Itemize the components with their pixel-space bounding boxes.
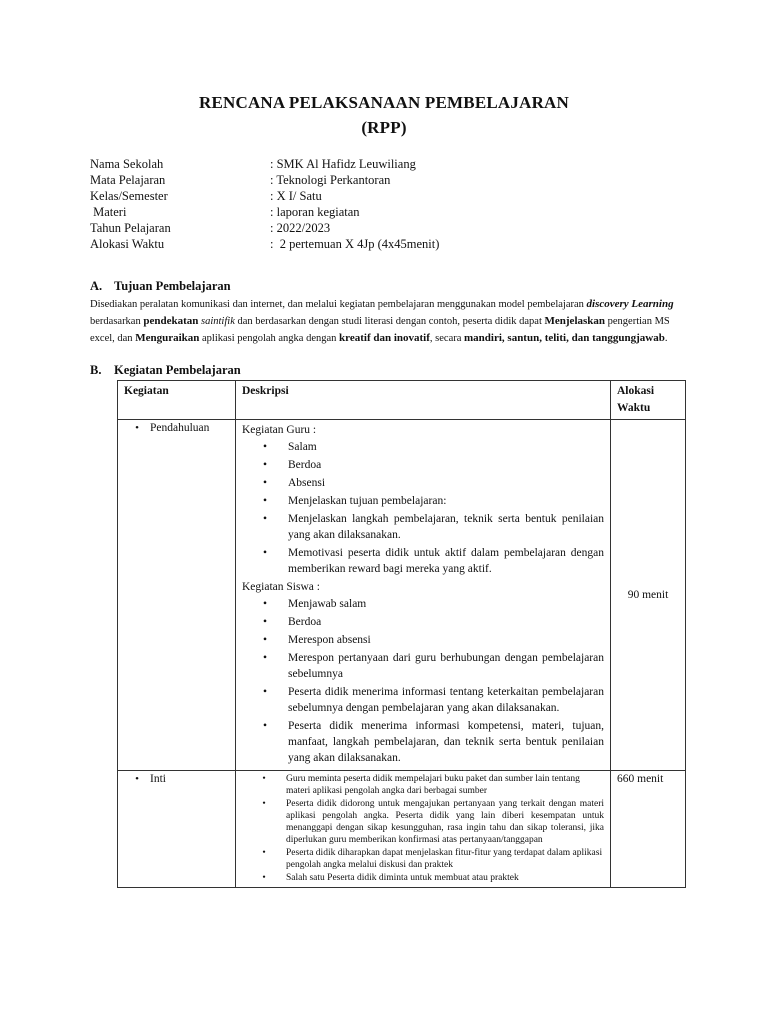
bullet-icon: • — [262, 441, 268, 453]
bullet-icon: • — [262, 547, 268, 559]
list-item: • Menjelaskan tujuan pembelajaran: — [242, 493, 604, 509]
bullet-icon: • — [262, 720, 268, 732]
table-row-pendahuluan — [118, 420, 686, 771]
bullet-icon: • — [262, 848, 266, 858]
identity-value: : laporan kegiatan — [270, 205, 360, 219]
bullet-icon: • — [262, 652, 268, 664]
list-item: • Guru meminta peserta didik mempelajari buku paket dan sumber lain tentang materi aplikasi pengolah angka dari berbagai sumber — [242, 773, 604, 797]
section-b-heading — [90, 363, 241, 378]
identity-label: Materi — [90, 205, 127, 219]
bullet-icon: • — [262, 774, 266, 784]
guru-list — [242, 439, 604, 577]
document-subtitle: (RPP) — [361, 118, 407, 137]
section-title: Kegiatan Pembelajaran — [114, 363, 241, 377]
list-item: • Salah satu Peserta didik diminta untuk membuat atau praktek — [242, 872, 604, 884]
identity-value: : X I/ Satu — [270, 189, 322, 203]
inti-list — [242, 773, 604, 884]
identity-value: : Teknologi Perkantoran — [270, 173, 391, 187]
identity-value: : 2022/2023 — [270, 221, 331, 235]
bullet-icon: • — [262, 477, 268, 489]
siswa-heading: Kegiatan Siswa : — [242, 581, 320, 593]
list-item: • Peserta didik menerima informasi tentang keterkaitan pembelajaran sebelumnya dengan pembelajaran yang akan dilaksanakan. — [242, 684, 604, 716]
identity-label: Nama Sekolah — [90, 157, 164, 171]
section-title: Tujuan Pembelajaran — [114, 279, 231, 293]
deskripsi-cell — [236, 771, 611, 888]
bullet-icon: • — [262, 495, 268, 507]
list-item: • Peserta didik diharapkan dapat menjelaskan fitur-fitur yang terdapat dalam aplikasi pengolah angka melalui diskusi dan praktek — [242, 847, 604, 871]
identity-label: Mata Pelajaran — [90, 173, 166, 187]
bullet-icon: • — [262, 513, 268, 525]
list-item: • Berdoa — [242, 457, 604, 473]
bullet-icon: • — [262, 634, 268, 646]
table-header-row — [118, 381, 686, 420]
kegiatan-label: • Inti — [124, 773, 229, 785]
siswa-list — [242, 596, 604, 766]
list-item: • Merespon pertanyaan dari guru berhubungan dengan pembelajaran sebelumnya — [242, 650, 604, 682]
list-item: • Berdoa — [242, 614, 604, 630]
kegiatan-label: • Pendahuluan — [124, 422, 229, 434]
kegiatan-table — [117, 380, 686, 888]
alokasi-cell: 90 menit — [611, 420, 686, 771]
document-title: RENCANA PELAKSANAAN PEMBELAJARAN — [198, 93, 570, 112]
bullet-icon: • — [262, 459, 268, 471]
identity-value: : 2 pertemuan X 4Jp (4x45menit) — [270, 237, 440, 251]
header-kegiatan: Kegiatan — [118, 381, 236, 420]
guru-heading: Kegiatan Guru : — [242, 424, 317, 436]
list-item: • Peserta didik menerima informasi kompetensi, materi, tujuan, manfaat, langkah pembelajaran, dan teknik serta bentuk penilaian yang akan dilaksanakan. — [242, 718, 604, 766]
bullet-icon: • — [262, 616, 268, 628]
deskripsi-cell — [236, 420, 611, 771]
identity-value: : SMK Al Hafidz Leuwiliang — [270, 157, 416, 171]
section-a-heading — [90, 279, 231, 294]
list-item: • Absensi — [242, 475, 604, 491]
list-item: • Memotivasi peserta didik untuk aktif dalam pembelajaran dengan memberikan reward bagi mereka yang aktif. — [242, 545, 604, 577]
header-alokasi: Alokasi Waktu — [611, 381, 686, 420]
identity-label: Alokasi Waktu — [90, 237, 165, 251]
list-item: • Salam — [242, 439, 604, 455]
section-marker: B. — [90, 363, 102, 377]
bullet-icon: • — [262, 598, 268, 610]
list-item: • Merespon absensi — [242, 632, 604, 648]
tujuan-paragraph: Disediakan peralatan komunikasi dan internet, dan melalui kegiatan pembelajaran menggunakan model pembelajaran discovery Learning berdasarkan pendekatan saintifik dan berdasarkan dengan studi literasi dengan contoh, peserta didik dapat Menjelaskan pengertian MS excel, dan Menguraikan aplikasi pengolah angka dengan kreatif dan inovatif, secara mandiri, santun, teliti, dan tanggungjawab. — [90, 298, 674, 344]
bullet-icon: • — [262, 873, 266, 883]
bullet-icon: • — [135, 773, 139, 785]
identity-label: Kelas/Semester — [90, 189, 168, 203]
header-deskripsi: Deskripsi — [236, 381, 611, 420]
identity-label: Tahun Pelajaran — [90, 221, 171, 235]
table-row-inti — [118, 771, 686, 888]
list-item: • Menjelaskan langkah pembelajaran, teknik serta bentuk penilaian yang akan dilaksanakan. — [242, 511, 604, 543]
section-marker: A. — [90, 279, 103, 293]
bullet-icon: • — [262, 799, 266, 809]
list-item: • Menjawab salam — [242, 596, 604, 612]
list-item: • Peserta didik didorong untuk mengajukan pertanyaan yang terkait dengan materi aplikasi pengolah angka. Peserta didik yang lain diberi kesempatan untuk menanggapi dengan sikap kesungguhan, rasa ingin tahu dan sikap toleransi, jika diperlukan guru memberikan konfirmasi atas pertanyaan/tanggapan — [242, 798, 604, 846]
bullet-icon: • — [262, 686, 268, 698]
alokasi-cell: 660 menit — [611, 771, 686, 888]
bullet-icon: • — [135, 422, 139, 434]
